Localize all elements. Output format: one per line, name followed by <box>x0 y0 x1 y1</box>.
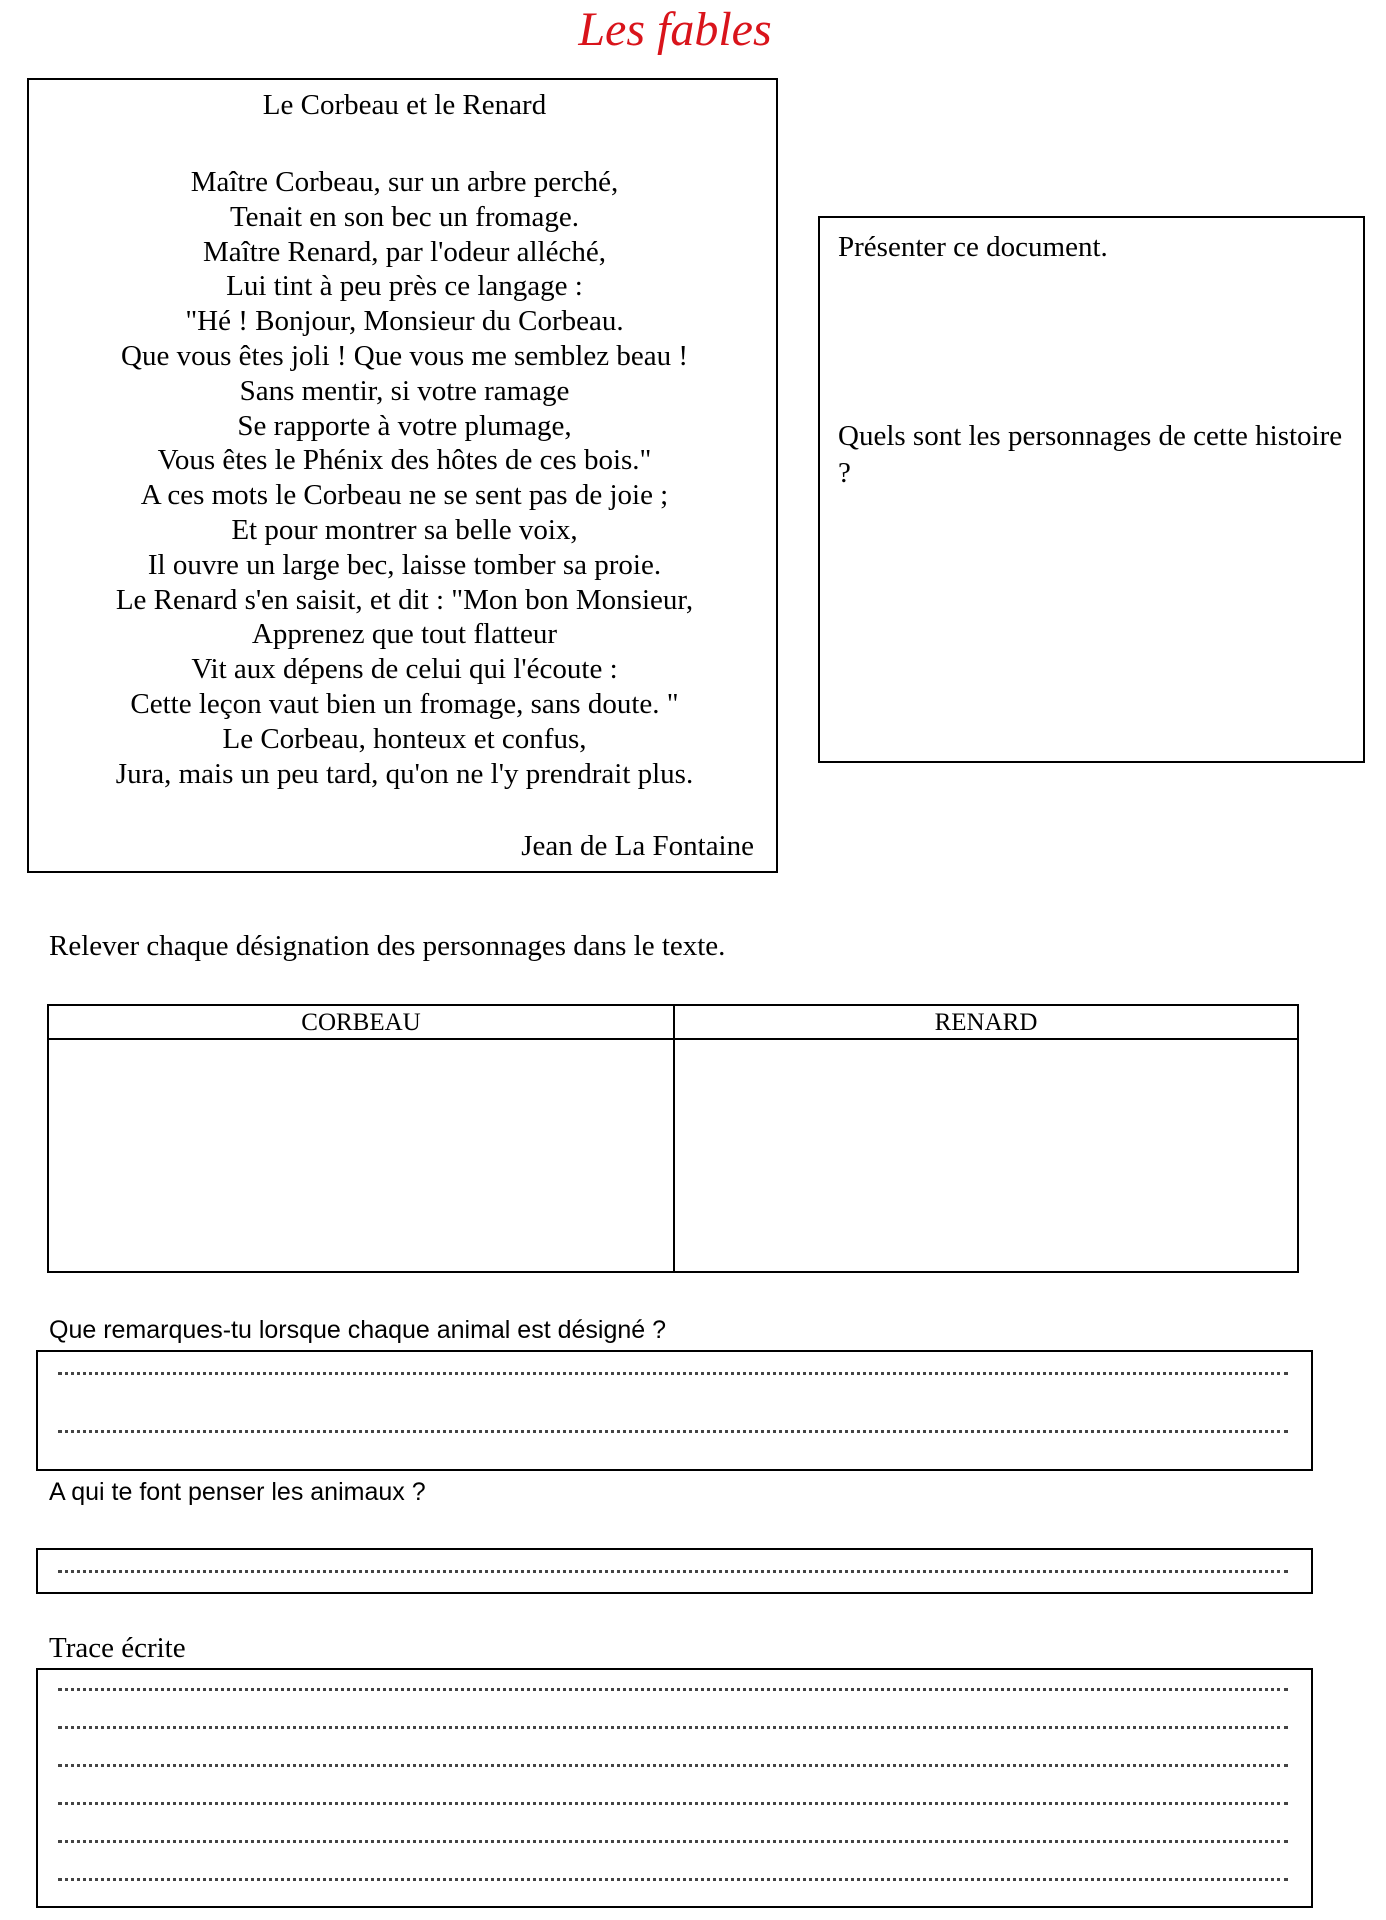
answer-box-animals[interactable] <box>36 1548 1313 1594</box>
fable-line: Tenait en son bec un fromage. <box>229 200 580 233</box>
fable-line: Cette leçon vaut bien un fromage, sans doute. " <box>130 687 679 720</box>
answer-box-remark[interactable] <box>36 1350 1313 1471</box>
table-cell-renard[interactable] <box>675 1040 1297 1271</box>
question-present-document: Présenter ce document. <box>838 231 1108 263</box>
dotted-answer-line <box>58 1688 1288 1691</box>
fable-line: Vit aux dépens de celui qui l'écoute : <box>191 653 618 686</box>
dotted-answer-line <box>58 1726 1288 1729</box>
answer-box-trace[interactable] <box>36 1668 1313 1908</box>
questions-answer-box[interactable] <box>818 216 1365 763</box>
fable-line: Et pour montrer sa belle voix, <box>231 513 578 546</box>
dotted-answer-line <box>58 1430 1288 1433</box>
fable-line: Maître Corbeau, sur un arbre perché, <box>190 166 619 198</box>
fable-line: Le Corbeau, honteux et confus, <box>222 722 587 755</box>
instruction-text: Relever chaque désignation des personnages dans le texte. <box>49 930 726 962</box>
fable-line: Il ouvre un large bec, laisse tomber sa proie. <box>147 548 662 581</box>
dotted-answer-line <box>58 1372 1288 1375</box>
fable-line: A ces mots le Corbeau ne se sent pas de joie ; <box>140 479 669 512</box>
dotted-answer-line <box>58 1764 1288 1767</box>
fable-line: Le Renard s'en saisit, et dit : "Mon bon Monsieur, <box>115 583 694 616</box>
fable-text-box <box>27 78 778 873</box>
dotted-answer-line <box>58 1840 1288 1843</box>
table-cell-corbeau[interactable] <box>49 1040 673 1271</box>
fable-line: Lui tint à peu près ce langage : <box>226 270 583 303</box>
trace-ecrite-label: Trace écrite <box>49 1632 186 1664</box>
fable-line: Se rapporte à votre plumage, <box>237 409 572 442</box>
dotted-answer-line <box>58 1802 1288 1805</box>
dotted-answer-line <box>58 1570 1288 1573</box>
table-header-corbeau: CORBEAU <box>301 1009 421 1036</box>
fable-verses <box>29 165 780 791</box>
fable-line: Jura, mais un peu tard, qu'on ne l'y prendrait plus. <box>115 757 694 790</box>
fable-author: Jean de La Fontaine <box>521 830 754 862</box>
dotted-answer-line <box>58 1878 1288 1881</box>
designation-table <box>47 1004 1299 1273</box>
table-header-renard: RENARD <box>934 1009 1038 1036</box>
question-remark: Que remarques-tu lorsque chaque animal est désigné ? <box>49 1316 667 1344</box>
page-title: Les fables <box>578 3 772 56</box>
fable-title: Le Corbeau et le Renard <box>262 89 547 121</box>
fable-line: Que vous êtes joli ! Que vous me semblez beau ! <box>121 339 688 372</box>
fable-line: Sans mentir, si votre ramage <box>239 374 570 407</box>
question-animals: A qui te font penser les animaux ? <box>49 1478 426 1506</box>
fable-line: "Hé ! Bonjour, Monsieur du Corbeau. <box>185 305 624 338</box>
question-characters: Quels sont les personnages de cette histoire ? <box>838 420 1343 489</box>
fable-line: Vous êtes le Phénix des hôtes de ces bois." <box>157 444 652 477</box>
fable-line: Maître Renard, par l'odeur alléché, <box>203 235 606 268</box>
fable-line: Apprenez que tout flatteur <box>251 618 558 651</box>
